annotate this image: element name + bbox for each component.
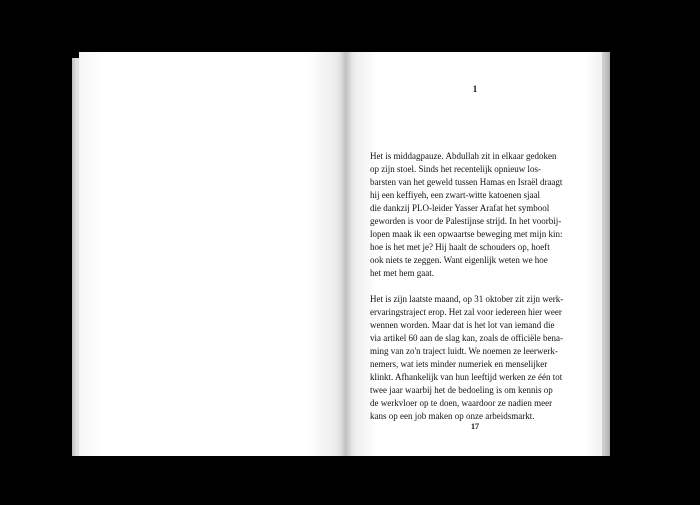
paragraph-2 (370, 293, 592, 423)
text-line: geworden is voor de Palestijnse strijd. In het voorbij- (370, 216, 562, 226)
paragraph-1 (370, 150, 592, 280)
text-line: Het is middagpauze. Abdullah zit in elkaar gedoken (370, 151, 557, 161)
text-line: ook niets te zeggen. Want eigenlijk weten we hoe (370, 255, 548, 265)
book-gutter (340, 52, 352, 456)
text-line: wennen worden. Maar dat is het lot van iemand die (370, 320, 555, 330)
text-line: het met hem gaat. (370, 268, 434, 278)
text-line: hoe is het met je? Hij haalt de schouders op, hoeft (370, 242, 550, 252)
text-line: ervaringstraject erop. Het zal voor iedereen hier weer (370, 307, 562, 317)
text-line: klinkt. Afhankelijk van hun leeftijd werken ze één tot (370, 372, 563, 382)
page-number: 17 (471, 422, 479, 431)
text-line: Het is zijn laatste maand, op 31 oktober zit zijn werk- (370, 294, 564, 304)
text-line: barsten van het geweld tussen Hamas en Israël draagt (370, 177, 563, 187)
chapter-number: 1 (472, 84, 478, 94)
text-line: via artikel 60 aan de slag kan, zoals de officiële bena- (370, 333, 563, 343)
text-line: lopen maak ik een opwaartse beweging met mijn kin: (370, 229, 563, 239)
text-line: de werkvloer op te doen, waardoor ze nadien meer (370, 398, 553, 408)
text-line: hij een keffiyeh, een zwart-witte katoenen sjaal (370, 190, 541, 200)
text-line: ming van zo'n traject luidt. We noemen ze leerwerk- (370, 346, 558, 356)
text-line: op zijn stoel. Sinds het recentelijk opnieuw los- (370, 164, 541, 174)
left-page (79, 52, 346, 456)
text-line: nemers, wat iets minder numeriek en menselijker (370, 359, 548, 369)
text-line: die dankzij PLO-leider Yasser Arafat het symbool (370, 203, 550, 213)
text-line: kans op een job maken op onze arbeidsmarkt. (370, 411, 535, 421)
text-line: twee jaar waarbij het de bedoeling is om kennis op (370, 385, 553, 395)
body-text (370, 150, 592, 423)
